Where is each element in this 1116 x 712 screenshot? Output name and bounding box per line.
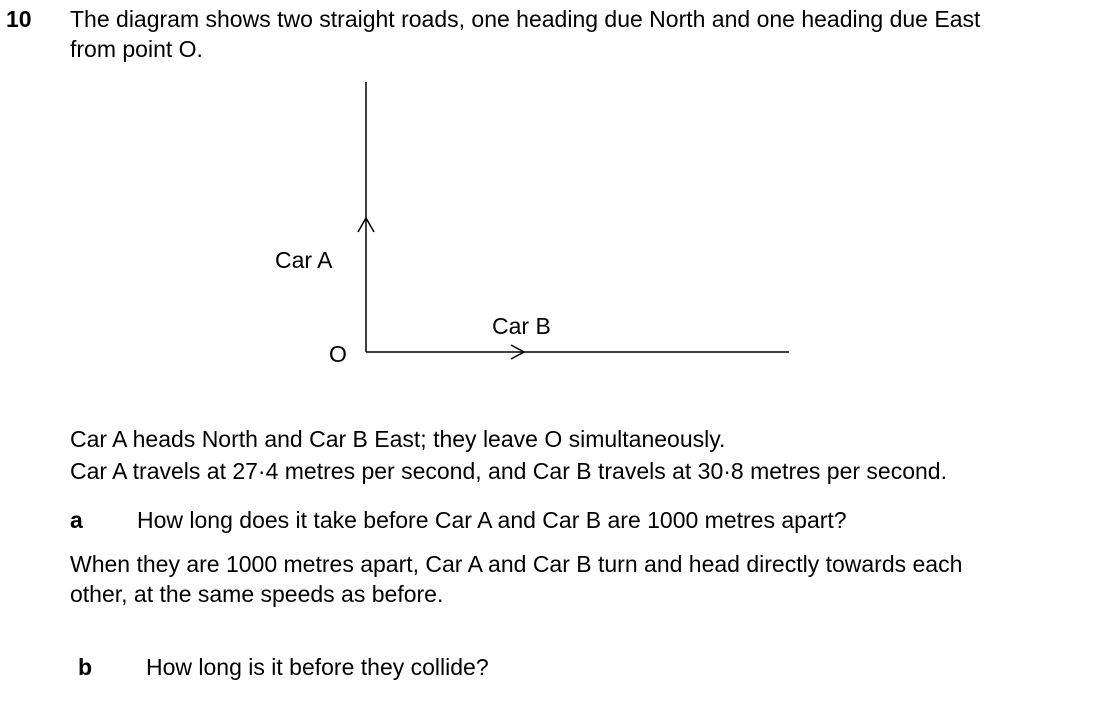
question-number: 10 [6,6,32,32]
car-a-label: Car A [275,247,333,273]
origin-label: O [329,341,347,367]
turn-info-line-2: other, at the same speeds as before. [70,581,444,607]
question-intro-line-2: from point O. [70,36,203,62]
info-line-2: Car A travels at 27·4 metres per second, and Car B travels at 30·8 metres per second. [70,458,947,484]
question-intro-line-1: The diagram shows two straight roads, one heading due North and one heading due East [70,6,981,32]
part-b-question: How long is it before they collide? [146,654,489,680]
turn-info-line-1: When they are 1000 metres apart, Car A and Car B turn and head directly towards each [70,551,963,577]
part-b-label: b [78,654,93,680]
part-a-label: a [70,507,83,533]
part-a-question: How long does it take before Car A and Car B are 1000 metres apart? [137,507,847,533]
info-line-1: Car A heads North and Car B East; they leave O simultaneously. [70,426,726,452]
car-b-label: Car B [492,313,551,339]
